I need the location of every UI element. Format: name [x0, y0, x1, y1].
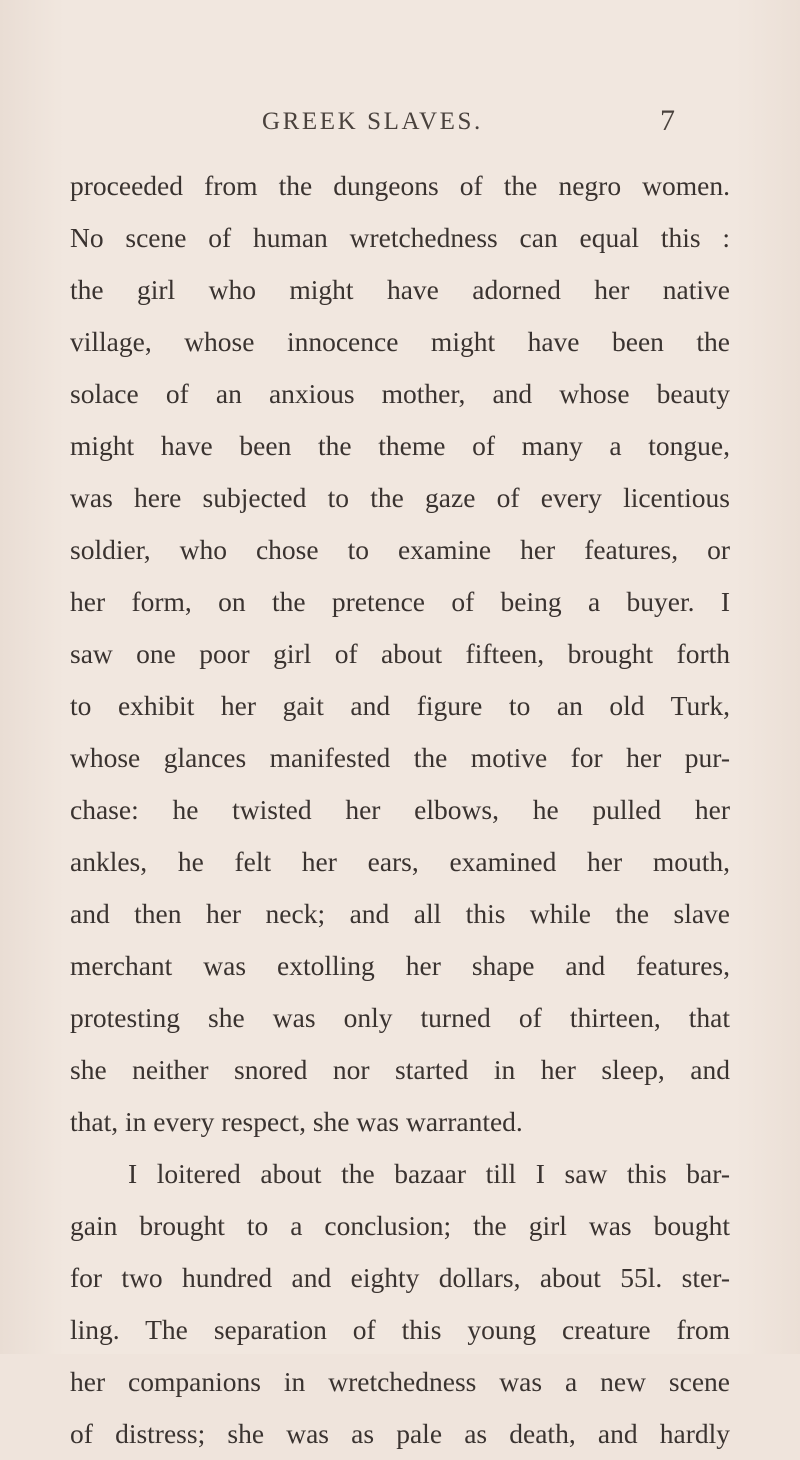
body-text	[70, 160, 730, 1460]
text-line: the girl who might have adorned her native	[70, 274, 730, 305]
text-line: saw one poor girl of about fifteen, brought forth	[70, 638, 730, 669]
text-line: of distress; she was as pale as death, and hardly	[70, 1418, 730, 1449]
text-line: chase: he twisted her elbows, he pulled her	[70, 794, 730, 825]
running-title: GREEK SLAVES.	[262, 108, 483, 135]
text-line: to exhibit her gait and figure to an old Turk,	[70, 690, 730, 721]
page-header	[0, 104, 800, 148]
paragraph-end-line: that, in every respect, she was warranted.	[70, 1106, 523, 1137]
text-line: soldier, who chose to examine her features, or	[70, 534, 730, 565]
text-line: gain brought to a conclusion; the girl was bought	[70, 1210, 730, 1241]
text-line: solace of an anxious mother, and whose beauty	[70, 378, 730, 409]
page-number: 7	[660, 104, 675, 137]
text-line: ling. The separation of this young creature from	[70, 1314, 730, 1345]
text-line: protesting she was only turned of thirteen, that	[70, 1002, 730, 1033]
paragraph-start-line: I loitered about the bazaar till I saw this bar-	[128, 1158, 730, 1189]
text-line: for two hundred and eighty dollars, about 55l. ster-	[70, 1262, 730, 1293]
text-line: she neither snored nor started in her sleep, and	[70, 1054, 730, 1085]
text-line: whose glances manifested the motive for her pur-	[70, 742, 730, 773]
text-line: proceeded from the dungeons of the negro women.	[70, 170, 730, 201]
text-line: was here subjected to the gaze of every licentious	[70, 482, 730, 513]
text-line: merchant was extolling her shape and features,	[70, 950, 730, 981]
text-line: village, whose innocence might have been the	[70, 326, 730, 357]
text-line: her form, on the pretence of being a buyer. I	[70, 586, 730, 617]
text-line: might have been the theme of many a tongue,	[70, 430, 730, 461]
text-line: her companions in wretchedness was a new scene	[70, 1366, 730, 1397]
text-line: and then her neck; and all this while the slave	[70, 898, 730, 929]
text-line: No scene of human wretchedness can equal this :	[70, 222, 730, 253]
text-line: ankles, he felt her ears, examined her mouth,	[70, 846, 730, 877]
